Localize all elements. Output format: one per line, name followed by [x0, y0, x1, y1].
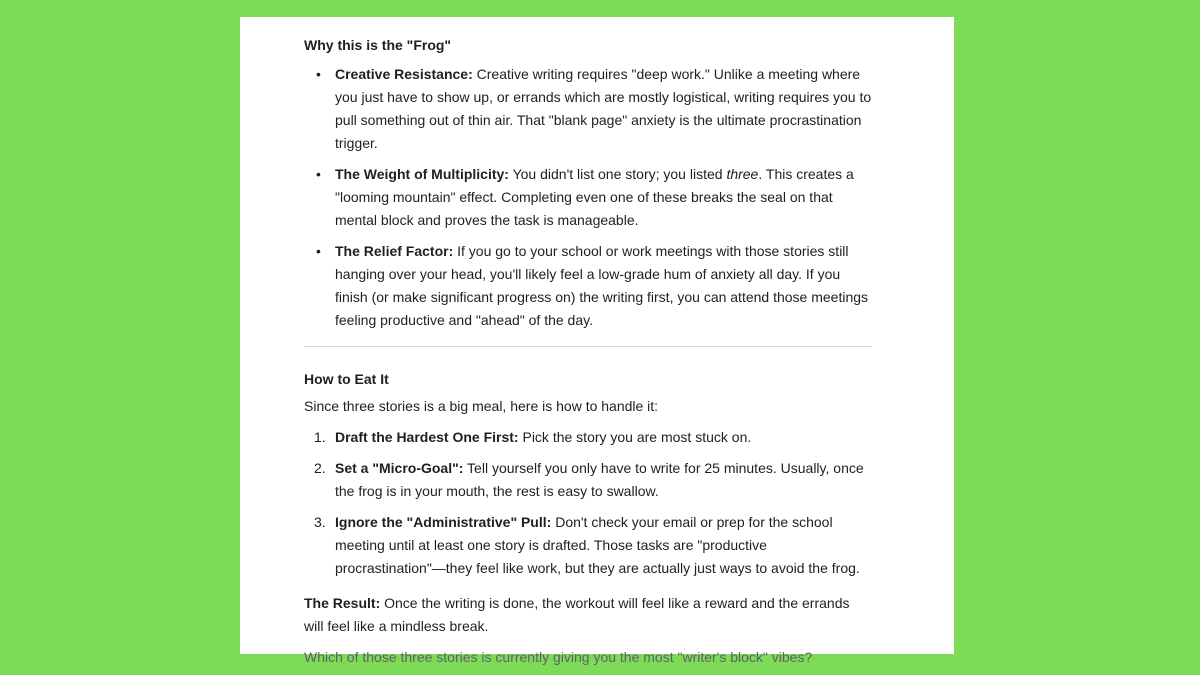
list-item-step-1 — [304, 426, 872, 449]
bullet-dot: • — [316, 243, 321, 259]
item-text: If you go to your school or work meetings with those stories still hanging over your head, you'll likely feel a low-grade hum of anxiety all day. If you finish (or make significant progress on) the writing first, you can attend those meetings feeling productive and "ahead" of the day. — [335, 243, 869, 328]
item-text: You didn't list one story; you listed — [508, 166, 727, 182]
list-item-step-3 — [304, 511, 872, 580]
steps-list — [304, 426, 872, 580]
result-text: Once the writing is done, the workout will feel like a reward and the errands will feel like a mindless break. — [304, 595, 850, 634]
section-divider — [304, 346, 872, 347]
frog-section-heading: Why this is the "Frog" — [304, 37, 452, 53]
list-item-step-2 — [304, 457, 872, 503]
item-text: Tell yourself you only have to write for 25 minutes. Usually, once the frog is in your mouth, the rest is easy to swallow. — [335, 460, 864, 499]
follow-up-question: Which of those three stories is currently giving you the most "writer's block" vibes? — [304, 649, 813, 665]
result-paragraph — [304, 592, 872, 638]
item-text: Creative writing requires "deep work." Unlike a meeting where you just have to show up, or errands which are mostly logistical, writing requires you to pull something out of thin air. That "blank page" anxiety is the ultimate procrastination trigger. — [335, 66, 872, 151]
list-item-relief-factor — [304, 240, 872, 332]
item-text: Pick the story you are most stuck on. — [518, 429, 752, 445]
bullet-dot: • — [316, 166, 321, 182]
item-lead: Creative Resistance: — [335, 66, 473, 82]
list-item-creative-resistance — [304, 63, 872, 155]
result-lead: The Result: — [304, 595, 381, 611]
response-panel — [240, 17, 954, 665]
item-lead: Ignore the "Administrative" Pull: — [335, 514, 552, 530]
bullet-dot: • — [316, 66, 321, 82]
item-lead: The Relief Factor: — [335, 243, 454, 259]
item-emphasis: three — [726, 166, 759, 182]
step-number: 2. — [314, 460, 326, 476]
item-lead: Draft the Hardest One First: — [335, 429, 519, 445]
frog-reasons-list — [304, 63, 872, 332]
item-text: . This creates a "looming mountain" effect. Completing even one of these breaks the seal on that mental block and proves the task is manageable. — [335, 166, 854, 228]
list-item-weight-of-multiplicity — [304, 163, 872, 232]
step-number: 3. — [314, 514, 326, 530]
item-lead: The Weight of Multiplicity: — [335, 166, 509, 182]
item-lead: Set a "Micro-Goal": — [335, 460, 464, 476]
eat-section-intro: Since three stories is a big meal, here is how to handle it: — [304, 398, 659, 414]
item-text: Don't check your email or prep for the school meeting until at least one story is drafted. Those tasks are "productive procrastination"—they feel like work, but they are actually just ways to avoid the frog. — [335, 514, 860, 576]
eat-section-heading: How to Eat It — [304, 371, 389, 387]
step-number: 1. — [314, 429, 326, 445]
